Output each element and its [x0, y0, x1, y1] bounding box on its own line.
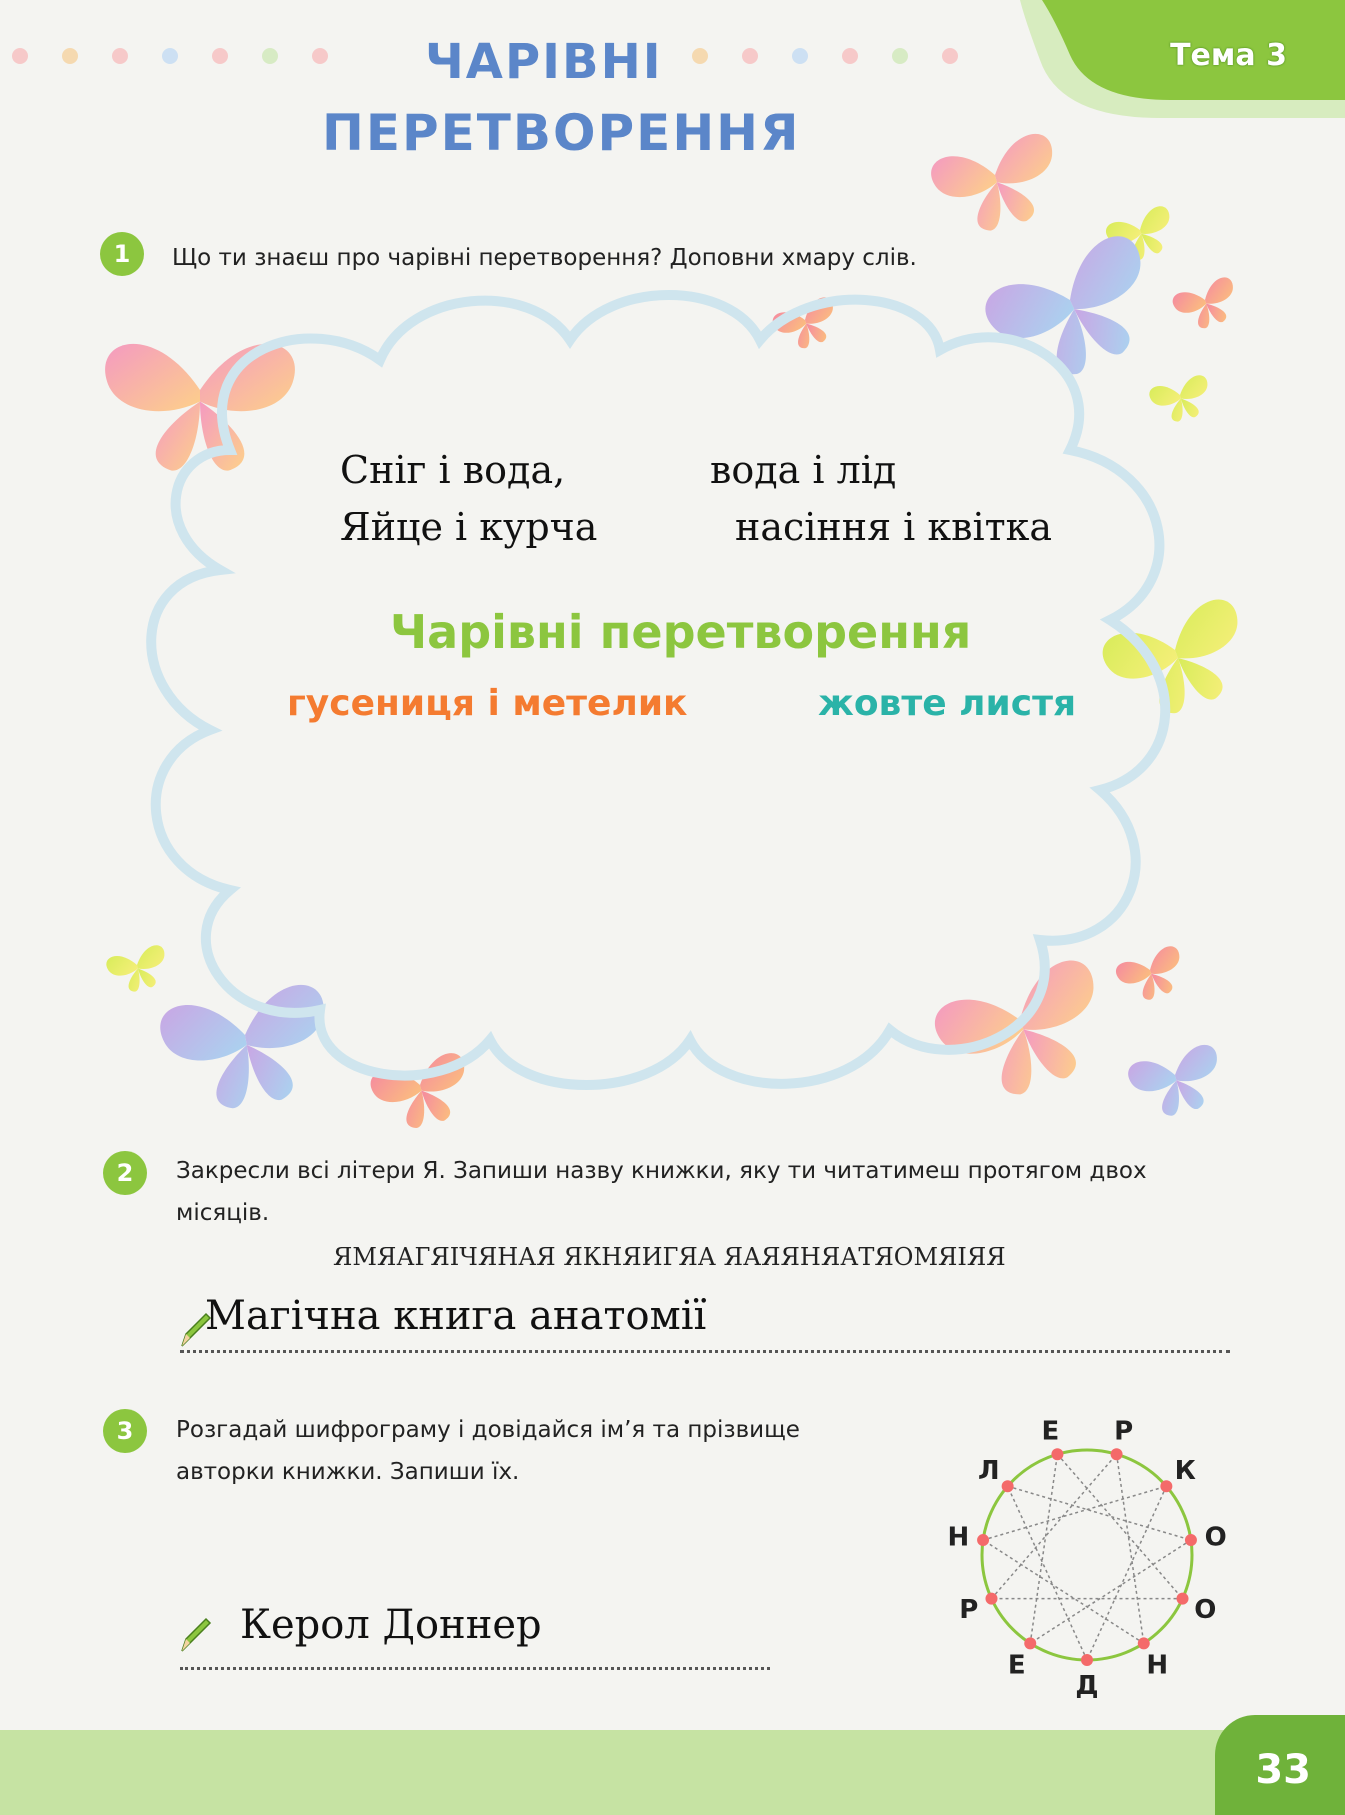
cipher-point [985, 1593, 997, 1605]
cipher-point [1081, 1654, 1093, 1666]
cipher-letter: Е [1041, 1416, 1060, 1447]
cloud-word-row1-right: вода і лід [710, 448, 897, 492]
page-title-line2: ПЕРЕТВОРЕННЯ [322, 104, 801, 162]
cipher-chord [983, 1540, 1144, 1643]
task2-answer: Магічна книга анатомії [205, 1293, 707, 1339]
task3-instruction-line1: Розгадай шифрограму і довідайся ім’я та прізвище [176, 1417, 800, 1443]
cloud-word-row2-right: насіння і квітка [735, 505, 1053, 549]
footer-bar [0, 1730, 1345, 1815]
cipher-letter: Н [1146, 1650, 1169, 1681]
page-number-tab [1215, 1715, 1345, 1815]
cipher-point [1138, 1637, 1150, 1649]
cloud-word-row1-left: Сніг і вода, [340, 448, 566, 492]
page-title-line1: ЧАРІВНІ [425, 34, 663, 90]
cipher-point [1024, 1637, 1036, 1649]
cipher-point [1051, 1448, 1063, 1460]
cipher-letter: К [1174, 1455, 1196, 1486]
cipher-point [1111, 1448, 1123, 1460]
cipher-point [1185, 1534, 1197, 1546]
butterfly-icon [927, 130, 1068, 242]
cloud-word-row2-left: Яйце і курча [340, 505, 598, 549]
task3-answer-line[interactable] [180, 1667, 770, 1670]
cipher-letter: О [1204, 1522, 1227, 1553]
cloud-center-phrase: Чарівні перетворення [390, 605, 972, 659]
cipher-point [1177, 1593, 1189, 1605]
cipher-point [1002, 1480, 1014, 1492]
cipher-letter: Е [1007, 1650, 1026, 1681]
cipher-text: ЯМЯАГЯІЧЯНАЯ ЯКНЯИГЯА ЯАЯЯНЯАТЯОМЯІЯЯ [333, 1243, 1006, 1271]
cipher-letter: Н [947, 1522, 970, 1553]
task2-instruction-line1: Закресли всі літери Я. Запиши назву книжки, яку ти читатимеш протягом двох [176, 1158, 1147, 1184]
cipher-letter: Р [1114, 1416, 1134, 1447]
topic-tab-label: Тема 3 [1170, 38, 1287, 73]
cipher-point [1160, 1480, 1172, 1492]
cipher-point [977, 1534, 989, 1546]
cipher-letter: Р [959, 1595, 979, 1626]
task3-answer: Керол Доннер [240, 1602, 542, 1648]
cipher-letter: Д [1075, 1671, 1099, 1701]
cipher-letter: Л [977, 1455, 1000, 1486]
cipher-chord [1030, 1540, 1191, 1643]
cloud-word-teal: жовте листя [818, 683, 1077, 724]
pencil-icon [178, 1615, 212, 1655]
task-number-3: 3 [103, 1409, 147, 1453]
cipher-chord [1030, 1454, 1057, 1643]
task2-instruction-line2: місяців. [176, 1200, 270, 1226]
cloud-word-orange: гусениця і метелик [287, 683, 688, 724]
task-number-1: 1 [100, 232, 144, 276]
task-number-2: 2 [103, 1151, 147, 1195]
cipher-chord [1117, 1454, 1144, 1643]
task3-instruction-line2: авторки книжки. Запиши їх. [176, 1459, 520, 1485]
page-number: 33 [1255, 1747, 1311, 1793]
task1-instruction: Що ти знаєш про чарівні перетворення? Доповни хмару слів. [172, 245, 917, 271]
cipher-chord [1057, 1454, 1182, 1598]
task2-answer-line[interactable] [180, 1350, 1230, 1353]
cipher-circle [947, 1405, 1227, 1701]
cipher-letter: О [1194, 1595, 1217, 1626]
